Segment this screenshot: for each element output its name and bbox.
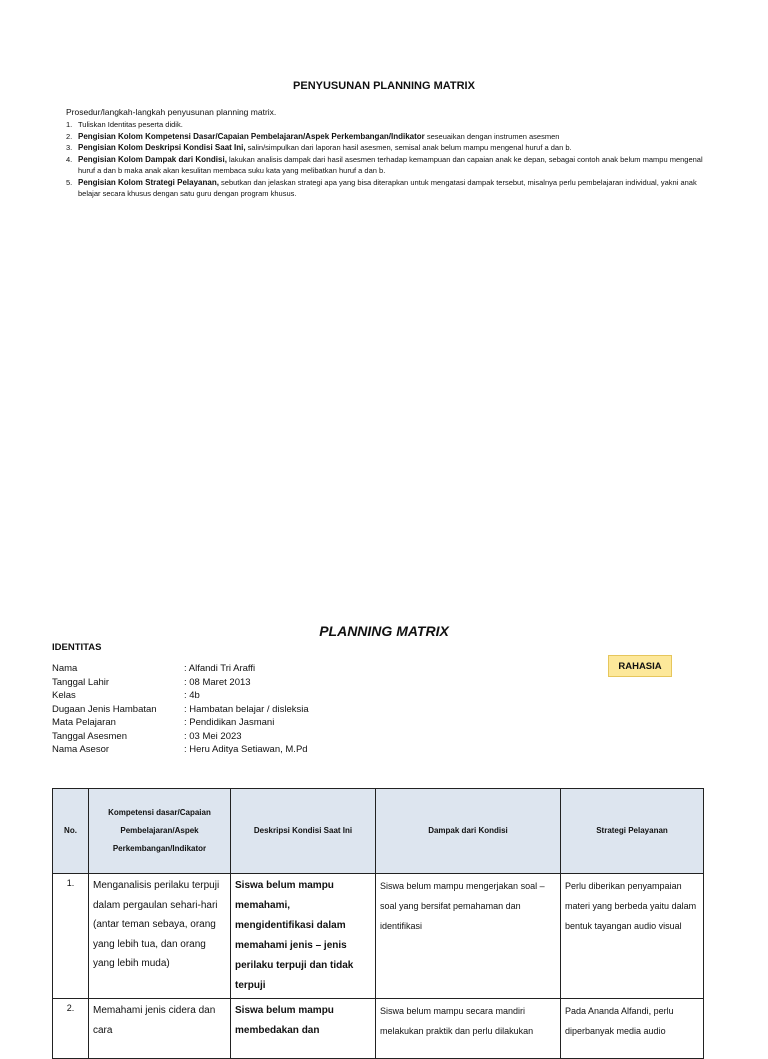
page-title-penyusunan: PENYUSUNAN PLANNING MATRIX (293, 80, 475, 92)
planning-matrix-table (52, 788, 704, 1059)
cell-no: 2. (53, 999, 89, 1059)
cell-strategi: Pada Ananda Alfandi, perlu diperbanyak media audio (561, 999, 704, 1059)
cell-deskripsi: Siswa belum mampu memahami, mengidentifikasi dalam memahami jenis – jenis perilaku terpuji dan tidak terpuji (231, 874, 376, 999)
identity-list (52, 662, 309, 757)
identity-row-kelas: Kelas : 4b (52, 690, 200, 701)
cell-kompetensi: Menganalisis perilaku terpuji dalam pergaulan sehari-hari (antar teman sebaya, orang yang lebih tua, dan orang yang lebih muda) (89, 874, 231, 999)
header-deskripsi: Deskripsi Kondisi Saat Ini (231, 789, 376, 874)
procedure-step-3: 3. Pengisian Kolom Deskripsi Kondisi Saat Ini, salin/simpulkan dari laporan hasil asesmen, semisal anak belum mampu mengenal huruf a dan b. (66, 143, 572, 152)
procedure-intro: Prosedur/langkah-langkah penyusunan planning matrix. (66, 107, 277, 117)
identity-row-hambatan: Dugaan Jenis Hambatan : Hambatan belajar / disleksia (52, 703, 309, 715)
cell-deskripsi: Siswa belum mampu membedakan dan (231, 999, 376, 1059)
cell-no: 1. (53, 874, 89, 999)
cell-dampak: Siswa belum mampu mengerjakan soal – soal yang bersifat pemahaman dan identifikasi (376, 874, 561, 999)
table-row (53, 874, 704, 999)
table-header-row (53, 789, 704, 874)
cell-kompetensi: Memahami jenis cidera dan cara (89, 999, 231, 1059)
cell-strategi: Perlu diberikan penyampaian materi yang berbeda yaitu dalam bentuk tayangan audio visual (561, 874, 704, 999)
header-strategi: Strategi Pelayanan (561, 789, 704, 874)
planning-matrix-title: PLANNING MATRIX (319, 623, 449, 639)
procedure-step-2: 2. Pengisian Kolom Kompetensi Dasar/Capaian Pembelajaran/Aspek Perkembangan/Indikator seseuaikan dengan instrumen asesmen (66, 131, 560, 141)
identity-row-tanggal-lahir: Tanggal Lahir : 08 Maret 2013 (52, 676, 251, 688)
identity-row-mata-pelajaran: Mata Pelajaran : Pendidikan Jasmani (52, 717, 275, 728)
procedure-step-4: 4. Pengisian Kolom Dampak dari Kondisi, lakukan analisis dampak dari hasil asesmen terhadap kemampuan dan capaian anak ke depan, sebagai contoh anak belum mampu mengenal huruf a dan b maka anak akan kesulitan membaca suku kata yang melibatkan huruf a dan b. (66, 154, 703, 175)
identitas-heading: IDENTITAS (52, 642, 102, 653)
identity-row-nama: Nama : Alfandi Tri Araffi (52, 663, 256, 674)
identity-row-asesor: Nama Asesor : Heru Aditya Setiawan, M.Pd (52, 744, 308, 755)
header-dampak: Dampak dari Kondisi (376, 789, 561, 874)
cell-dampak: Siswa belum mampu secara mandiri melakukan praktik dan perlu dilakukan (376, 999, 561, 1059)
confidential-badge: RAHASIA (608, 655, 672, 677)
procedure-steps (66, 119, 706, 200)
identity-row-tanggal-asesmen: Tanggal Asesmen : 03 Mei 2023 (52, 730, 242, 742)
table-row (53, 999, 704, 1059)
procedure-step-1: 1. Tuliskan Identitas peserta didik. (66, 120, 183, 129)
procedure-step-5: 5. Pengisian Kolom Strategi Pelayanan, sebutkan dan jelaskan strategi apa yang bisa diterapkan untuk mengatasi dampak tersebut, misalnya perlu pembelajaran individual, yakni anak belajar secara khusus dengan satu guru dengan program khusus. (66, 177, 697, 198)
header-no: No. (53, 789, 89, 874)
header-kompetensi: Kompetensi dasar/Capaian Pembelajaran/Aspek Perkembangan/Indikator (89, 789, 231, 874)
